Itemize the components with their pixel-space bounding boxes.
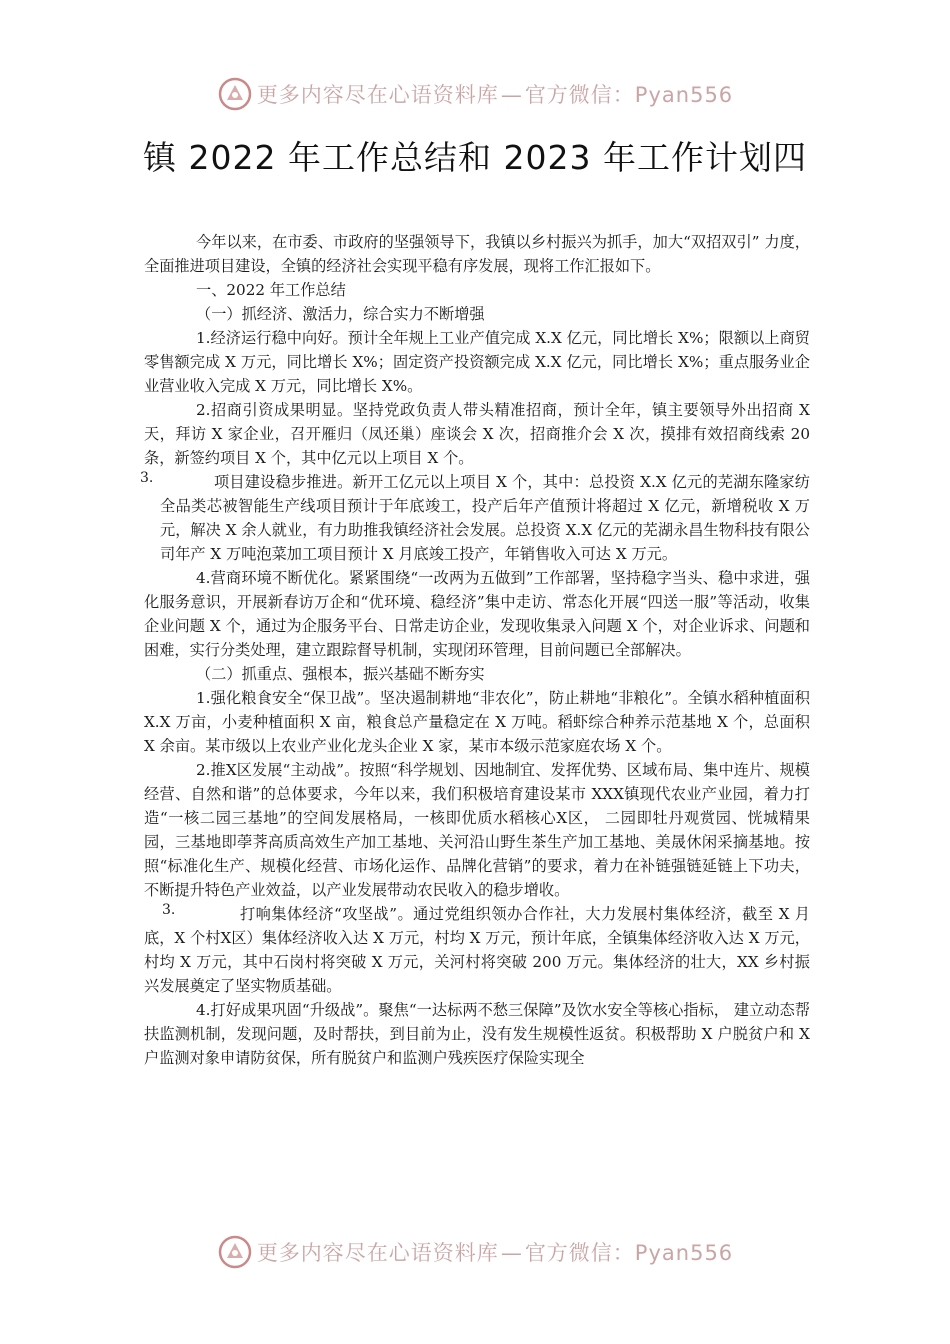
paragraph-collective-economy-text: 打响集体经济“攻坚战”。通过党组织领办合作社，大力发展村集体经济，截至 X 月底，X 个村Ⅹ区）集体经济收入达 X 万元，村均 X 万元，预计年底，全镇集体经济收入达 X 万元，村均 X 万元，其中石岗村将突破 X 万元，关河村将突破 200 万元。集体经济的壮大，XX 乡村振兴发展奠定了坚实物质基础。 bbox=[144, 905, 810, 995]
brand-logo-icon bbox=[217, 1234, 253, 1270]
watermark-wechat: 官方微信：Pyan556 bbox=[524, 83, 734, 107]
watermark-wechat: 官方微信：Pyan556 bbox=[524, 1241, 734, 1265]
paragraph-number: 3. bbox=[162, 902, 176, 918]
document-body bbox=[140, 230, 810, 1070]
subsection-heading-1: （一）抓经济、激活力，综合实力不断增强 bbox=[196, 305, 485, 323]
paragraph-number: 3. bbox=[140, 470, 154, 486]
watermark-banner-bottom bbox=[0, 1232, 950, 1272]
intro-paragraph: 今年以来，在市委、市政府的坚强领导下，我镇以乡村振兴为抓手，加大“双招双引” 力度，全面推进项目建设，全镇的经济社会实现平稳有序发展，现将工作汇报如下。 bbox=[144, 233, 810, 275]
paragraph-projects bbox=[140, 470, 810, 566]
paragraph-poverty-consolidation: 4.打好成果巩固“升级战”。聚焦“一达标两不愁三保障”及饮水安全等核心指标， 建立动态帮扶监测机制，发现问题，及时帮扶，到目前为止，没有发生规模性返贫。积极帮助 X 户脱贫户和 X 户监测对象申请防贫保，所有脱贫户和监测户残疾医疗保险实现全 bbox=[144, 1001, 810, 1067]
document-title: 镇 2022 年工作总结和 2023 年工作计划四 bbox=[143, 138, 807, 177]
watermark-text bbox=[257, 79, 733, 109]
watermark-slogan: 更多内容尽在心语资料库 bbox=[256, 83, 499, 107]
paragraph-district-development: 2.推Ⅹ区发展“主动战”。按照“科学规划、因地制宜、发挥优势、区域布局、集中连片、规模经营、自然和谐”的总体要求，今年以来，我们积极培育建设某市 XXX镇现代农业产业园，着力打造“一核二园三基地”的空间发展格局，一核即优质水稻核心Ⅹ区， 二园即牡丹观赏园、恍城精果园，三基地即荸荠高质高效生产加工基地、关河沿山野生茶生产加工基地、美晟休闲采摘基地。按照“标准化生产、规模化经营、市场化运作、品牌化营销”的要求，着力在补链强链延链上下功夫，不断提升特色产业效益，以产业发展带动农民收入的稳步增收。 bbox=[144, 761, 810, 899]
paragraph-investment: 2.招商引资成果明显。坚持党政负责人带头精准招商，预计全年，镇主要领导外出招商 X 天，拜访 X 家企业，召开雁归（凤还巢）座谈会 X 次，招商推介会 X 次，摸排有效招商线索 20 条，新签约项目 X 个，其中亿元以上项目 X 个。 bbox=[144, 401, 810, 467]
brand-logo-icon bbox=[217, 76, 253, 112]
paragraph-projects-text: 项目建设稳步推进。新开工亿元以上项目 X 个，其中：总投资 X.X 亿元的芜湖东隆家纺全品类芯被智能生产线项目预计于年底竣工，投产后年产值预计将超过 X 亿元，新增税收 X 万元，解决 X 余人就业，有力助推我镇经济社会发展。总投资 X.X 亿元的芜湖永昌生物科技有限公司年产 X 万吨泡菜加工项目预计 X 月底竣工投产，年销售收入可达 X 万元。 bbox=[160, 473, 810, 563]
watermark-separator: — bbox=[500, 1241, 523, 1265]
paragraph-economy: 1.经济运行稳中向好。预计全年规上工业产值完成 X.X 亿元，同比增长 X%；限额以上商贸零售额完成 X 万元，同比增长 X%；固定资产投资额完成 X.X 亿元，同比增长 X%；重点服务业企业营业收入完成 X 万元，同比增长 X%。 bbox=[144, 329, 810, 395]
watermark-text bbox=[257, 1237, 733, 1267]
section-heading-1: 一、2022 年工作总结 bbox=[196, 281, 346, 299]
paragraph-food-security: 1.强化粮食安全“保卫战”。坚决遏制耕地“非农化”，防止耕地“非粮化”。全镇水稻种植面积 X.X 万亩，小麦种植面积 X 亩，粮食总产量稳定在 X 万吨。稻虾综合种养示范基地 X 个，总面积 X 余亩。某市级以上农业产业化龙头企业 X 家，某市本级示范家庭农场 X 个。 bbox=[144, 689, 810, 755]
paragraph-business-environment: 4.营商环境不断优化。紧紧围绕“一改两为五做到”工作部署，坚持稳字当头、稳中求进，强化服务意识，开展新春访万企和“优环境、稳经济”集中走访、常态化开展“四送一服”等活动，收集企业问题 X 个，通过为企服务平台、日常走访企业，发现收集录入问题 X 个，对企业诉求、问题和困难，实行分类处理，建立跟踪督导机制，实现闭环管理，目前问题已全部解决。 bbox=[144, 569, 810, 659]
watermark-slogan: 更多内容尽在心语资料库 bbox=[256, 1241, 499, 1265]
watermark-banner-top bbox=[0, 74, 950, 114]
watermark-separator: — bbox=[500, 83, 523, 107]
subsection-heading-2: （二）抓重点、强根本，振兴基础不断夯实 bbox=[196, 665, 485, 683]
paragraph-collective-economy bbox=[144, 902, 810, 998]
